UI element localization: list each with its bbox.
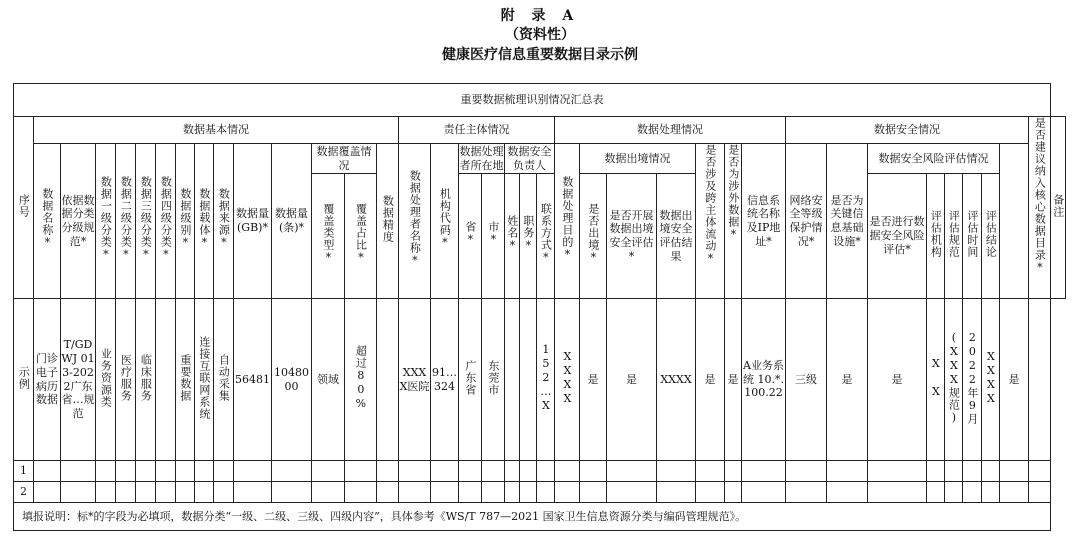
cell-name: 门诊电子病历数据 xyxy=(34,299,61,461)
cell-province: 广东省 xyxy=(459,299,482,461)
col-grade: 数据级别* xyxy=(176,144,195,299)
col-level2: 数据二级分类* xyxy=(116,144,136,299)
table-caption: 重要数据梳理识别情况汇总表 xyxy=(14,84,1051,117)
col-level3: 数据三级分类* xyxy=(136,144,156,299)
col-system: 信息系统名称及IP地址* xyxy=(742,144,786,299)
col-export-assessed: 是否开展数据出境安全评估* xyxy=(607,174,657,299)
cell-seq: 示例 xyxy=(14,299,34,461)
cell-is-export: 是 xyxy=(580,299,607,461)
subgroup-security-owner: 数据安全负责人 xyxy=(505,144,555,174)
cell-risk-done: 是 xyxy=(868,299,927,461)
cell-protection: 三级 xyxy=(786,299,827,461)
col-carrier: 数据载体* xyxy=(195,144,214,299)
cell-contact: 152…X xyxy=(537,299,555,461)
cell-precision xyxy=(377,299,399,461)
cell-export-result: XXXX xyxy=(657,299,696,461)
cell-level2: 医疗服务 xyxy=(116,299,136,461)
group-processing: 数据处理情况 xyxy=(555,117,786,144)
cell-assess-org: X X xyxy=(927,299,945,461)
col-source: 数据来源* xyxy=(214,144,234,299)
cell-org-code: 91…324 xyxy=(431,299,459,461)
cell-foreign: 是 xyxy=(725,299,742,461)
col-owner-title: 职务* xyxy=(520,174,537,299)
col-volume-rows: 数据量(条)* xyxy=(272,144,312,299)
cell-coverage-type: 领域 xyxy=(312,299,345,461)
cell-assess-time: 2022年9月 xyxy=(963,299,982,461)
cell-owner-name xyxy=(505,299,520,461)
subgroup-risk-assessment: 数据安全风险评估情况 xyxy=(868,144,1000,174)
appendix-nature: （资料性） xyxy=(505,27,575,43)
cell-export-assessed: 是 xyxy=(607,299,657,461)
cell-remarks xyxy=(1029,299,1051,461)
cell-level4 xyxy=(156,299,176,461)
cell-core-catalog: 是 xyxy=(1000,299,1029,461)
subgroup-coverage: 数据覆盖情况 xyxy=(312,144,377,174)
col-infrastructure: 是否为关键信息基础设施* xyxy=(827,144,868,299)
group-security: 数据安全情况 xyxy=(786,117,1029,144)
col-assess-time: 评估时间 xyxy=(963,174,982,299)
col-export-result: 数据出境安全评估结果 xyxy=(657,174,696,299)
col-province: 省* xyxy=(459,174,482,299)
subgroup-export: 数据出境情况 xyxy=(580,144,696,174)
cell-grade: 重要数据 xyxy=(176,299,195,461)
row-seq: 2 xyxy=(14,482,34,503)
col-assess-conclusion: 评估结论 xyxy=(982,174,1000,299)
cell-coverage-ratio: 超过80% xyxy=(345,299,377,461)
appendix-label: 附 录 A xyxy=(500,8,580,24)
cell-assess-spec: (XXX规范) xyxy=(945,299,963,461)
col-purpose: 数据处理目的* xyxy=(555,144,580,299)
col-processor-name: 数据处理者名称* xyxy=(399,144,431,299)
cell-standard: T/GDWJ 013-2022广东省…规范 xyxy=(61,299,96,461)
cell-city: 东莞市 xyxy=(482,299,505,461)
col-is-export: 是否出境* xyxy=(580,174,607,299)
cell-owner-title xyxy=(520,299,537,461)
col-owner-name: 姓名* xyxy=(505,174,520,299)
cell-source: 自动采集 xyxy=(214,299,234,461)
cell-infrastructure: 是 xyxy=(827,299,868,461)
cell-cross-subject: 是 xyxy=(696,299,725,461)
cell-system: A业务系统 10.*.100.22 xyxy=(742,299,786,461)
cell-level3: 临床服务 xyxy=(136,299,156,461)
col-name: 数据名称* xyxy=(34,144,61,299)
col-precision: 数据精度 xyxy=(377,144,399,299)
col-assess-spec: 评估规范 xyxy=(945,174,963,299)
cell-volume-rows: 1048000 xyxy=(272,299,312,461)
col-remarks: 备注 xyxy=(1051,117,1066,299)
cell-purpose: XXXX xyxy=(555,299,580,461)
col-level4: 数据四级分类* xyxy=(156,144,176,299)
table-row xyxy=(14,461,1066,482)
cell-assess-conclusion: XXXX xyxy=(982,299,1000,461)
table-row xyxy=(14,482,1066,503)
col-assess-org: 评估机构 xyxy=(927,174,945,299)
cell-carrier: 连接互联网系统 xyxy=(195,299,214,461)
fill-instructions: 填报说明：标*的字段为必填项，数据分类“一级、二级、三级、四级内容”，具体参考《WS/T 787—2021 国家卫生信息资源分类与编码管理规范》。 xyxy=(14,503,1051,531)
data-summary-table xyxy=(13,83,1066,531)
col-risk-done: 是否进行数据安全风险评估* xyxy=(868,174,927,299)
col-org-code: 机构代码* xyxy=(431,144,459,299)
table-row-example xyxy=(14,299,1066,461)
col-level1: 数据一级分类* xyxy=(96,144,116,299)
col-protection: 网络安全等级保护情况* xyxy=(786,144,827,299)
row-seq: 1 xyxy=(14,461,34,482)
subgroup-processor-location: 数据处理者所在地 xyxy=(459,144,504,172)
col-volume-gb: 数据量(GB)* xyxy=(234,144,272,299)
col-seq: 序号 xyxy=(14,117,34,299)
col-contact: 联系方式* xyxy=(537,174,555,299)
col-core-catalog: 是否建议纳入核心数据目录* xyxy=(1029,117,1051,299)
col-city: 市* xyxy=(482,174,505,299)
col-coverage-ratio: 覆盖占比* xyxy=(345,174,377,299)
cell-volume-gb: 56481 xyxy=(234,299,272,461)
group-basic: 数据基本情况 xyxy=(34,117,399,144)
col-foreign: 是否为涉外数据* xyxy=(725,144,742,299)
col-standard: 依据数据分类分级规范* xyxy=(61,144,96,299)
cell-processor-name: XXXX医院 xyxy=(399,299,431,461)
group-subject: 责任主体情况 xyxy=(399,117,555,144)
cell-level1: 业务资源类 xyxy=(96,299,116,461)
col-coverage-type: 覆盖类型* xyxy=(312,174,345,299)
page-title: 健康医疗信息重要数据目录示例 xyxy=(442,47,638,63)
col-cross-subject: 是否涉及跨主体流动* xyxy=(696,144,725,299)
